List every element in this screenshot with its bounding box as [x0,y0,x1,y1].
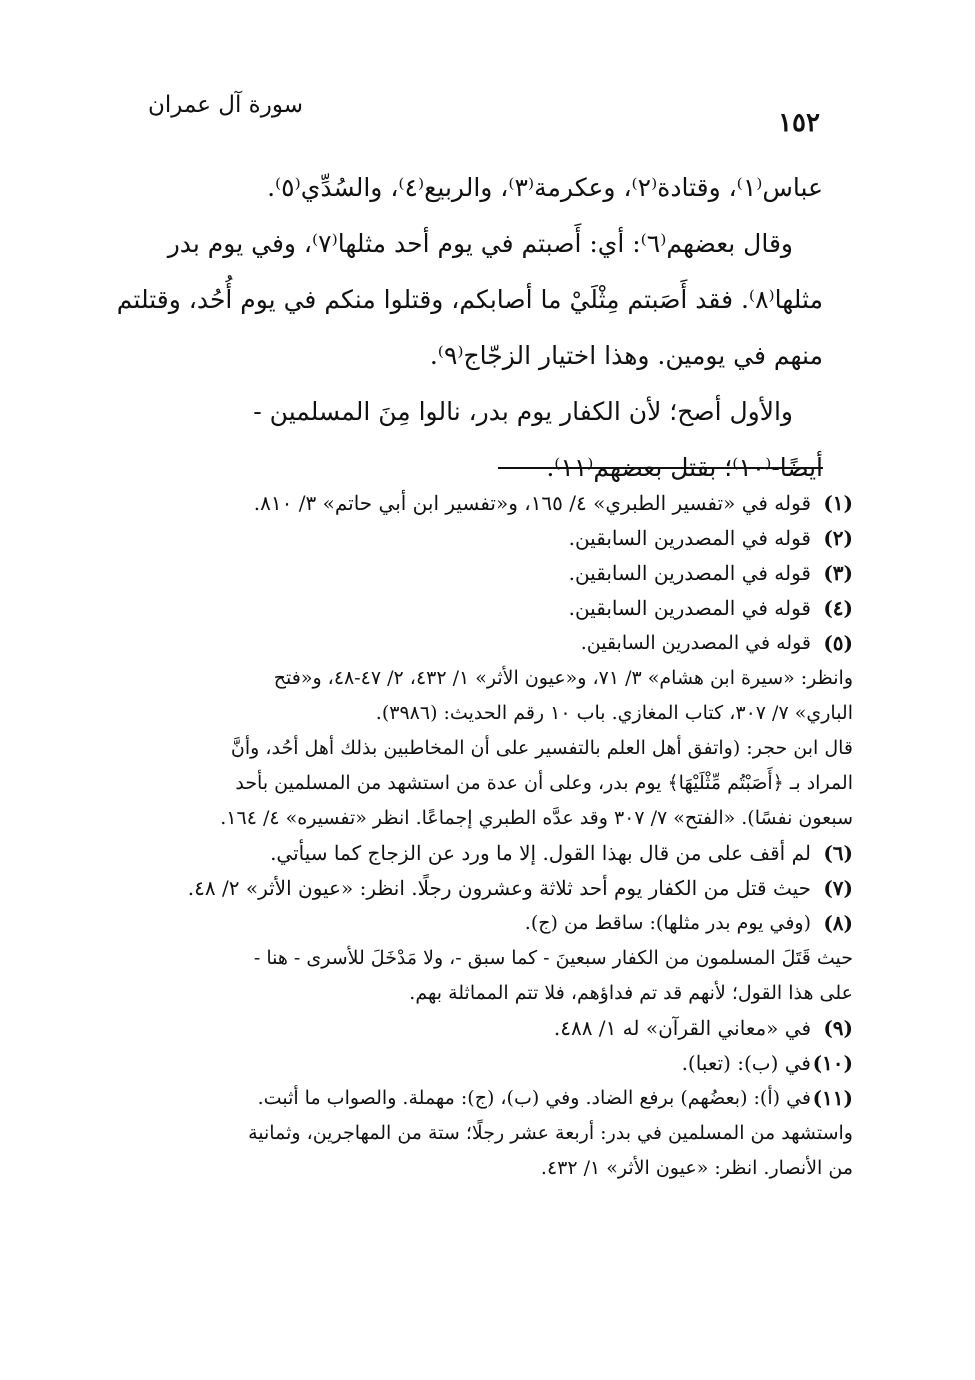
footnote [130,836,853,871]
footnote-line: قال ابن حجر: (واتفق أهل العلم بالتفسير على أن المخاطبين بذلك أهل أحُد، وأنَّ [230,737,853,759]
footnote-line: قوله في المصدرين السابقين. [568,526,811,550]
footnotes [130,486,853,1186]
footnote-line: سبعون نفسًا). «الفتح» ٧/ ٣٠٧ وقد عدَّه الطبري إجماعًا. انظر «تفسيره» ٤/ ١٦٤. [220,807,853,829]
footnote [130,906,853,941]
footnote-line: قوله في المصدرين السابقين. [568,596,811,620]
main-line: والأول أصح؛ لأن الكفار يوم بدر، نالوا مِنَ المسلمين - [253,397,793,426]
footnote-line: قوله في المصدرين السابقين. [568,561,811,585]
footnote-line: وانظر: «سيرة ابن هشام» ٣/ ٧١، و«عيون الأثر» ١/ ٤٣٢، ٢/ ٤٧-٤٨، و«فتح [273,667,853,689]
footnote-line: لم أقف على من قال بهذا القول. إلا ما ورد عن الزجاج كما سيأتي. [270,841,811,865]
main-line: منهم في يومين. وهذا اختيار الزجّاج⁽٩⁾. [429,341,823,370]
footnote-line: حيث قتل من الكفار يوم أحد ثلاثة وعشرون رجلًا. انظر: «عيون الأثر» ٢/ ٤٨. [187,876,811,900]
main-line: أيضًا-⁽١٠⁾؛ بقتل بعضهم⁽١١⁾. [546,453,823,482]
footnote [130,556,853,591]
footnote [130,486,853,521]
main-line: عباس⁽١⁾، وقتادة⁽٢⁾، وعكرمة⁽٣⁾، والربيع⁽٤⁾، والسُدِّي⁽٥⁾. [267,173,823,202]
footnote-number: (١١) [812,1086,853,1110]
footnote-line: على هذا القول؛ لأنهم قد تم فداؤهم، فلا تتم المماثلة بهم. [409,982,853,1004]
footnote [130,1081,853,1116]
footnote [130,591,853,626]
footnote-line: حيث قَتَلَ المسلمون من الكفار سبعينَ - كما سبق -، ولا مَدْخَلَ للأسرى - هنا - [253,947,853,969]
main-line: وقال بعضهم⁽٦⁾: أي: أَصبتم في يوم أحد مثلها⁽٧⁾، وفي يوم بدر [167,229,793,258]
footnote-number: (١٠) [812,1051,853,1075]
footnote-continuation [130,1116,853,1186]
footnote-line: قوله في المصدرين السابقين. [580,632,811,654]
footnote-continuation [130,661,853,836]
footnote-continuation [130,941,853,1011]
main-text [116,160,823,496]
footnote-line: قوله في «تفسير الطبري» ٤/ ١٦٥، و«تفسير ابن أبي حاتم» ٣/ ٨١٠. [253,491,811,515]
footnote-line: في (ب): (تعبا). [681,1051,811,1075]
footnote [130,1046,853,1081]
footnote-line: في «معاني القرآن» له ١/ ٤٨٨. [553,1016,811,1040]
footnote-number: (٩) [823,1016,853,1040]
footnote-number: (٢) [823,526,853,550]
footnote-number: (١) [823,491,853,515]
footnote-number: (٦) [823,841,853,865]
footnote-line: من الأنصار. انظر: «عيون الأثر» ١/ ٤٣٢. [540,1157,853,1179]
footnote [130,626,853,661]
footnote-separator [498,467,823,469]
footnote-line: الباري» ٧/ ٣٠٧، كتاب المغازي. باب ١٠ رقم الحديث: (٣٩٨٦). [375,702,853,724]
footnote-line: في (أ): (بعضُهم) برفع الضاد. وفي (ب)، (ج): مهملة. والصواب ما أثبت. [257,1087,811,1109]
main-line: مثلها⁽٨⁾. فقد أَصَبتم مِثْلَيْ ما أصابكم، وقتلوا منكم في يوم أُحُد، وقتلتم [116,285,823,314]
footnote [130,1011,853,1046]
footnote-line: واستشهد من المسلمين في بدر: أربعة عشر رجلًا؛ ستة من المهاجرين، وثمانية [248,1122,853,1144]
page-number: ١٥٢ [778,108,820,138]
footnote-number: (٤) [823,596,853,620]
footnote-line: (وفي يوم بدر مثلها): ساقط من (ج). [524,912,811,934]
footnote-number: (٧) [823,876,853,900]
footnote [130,871,853,906]
running-title: سورة آل عمران [147,92,303,118]
footnote-number: (٨) [823,911,853,935]
footnote-number: (٣) [823,561,853,585]
footnote-line: المراد بـ ﴿أَصَبْتُم مِّثْلَيْهَا﴾ يوم بدر، وعلى أن عدة من استشهد من المسلمين بأحد [235,772,853,794]
footnote [130,521,853,556]
footnote-number: (٥) [823,631,853,655]
